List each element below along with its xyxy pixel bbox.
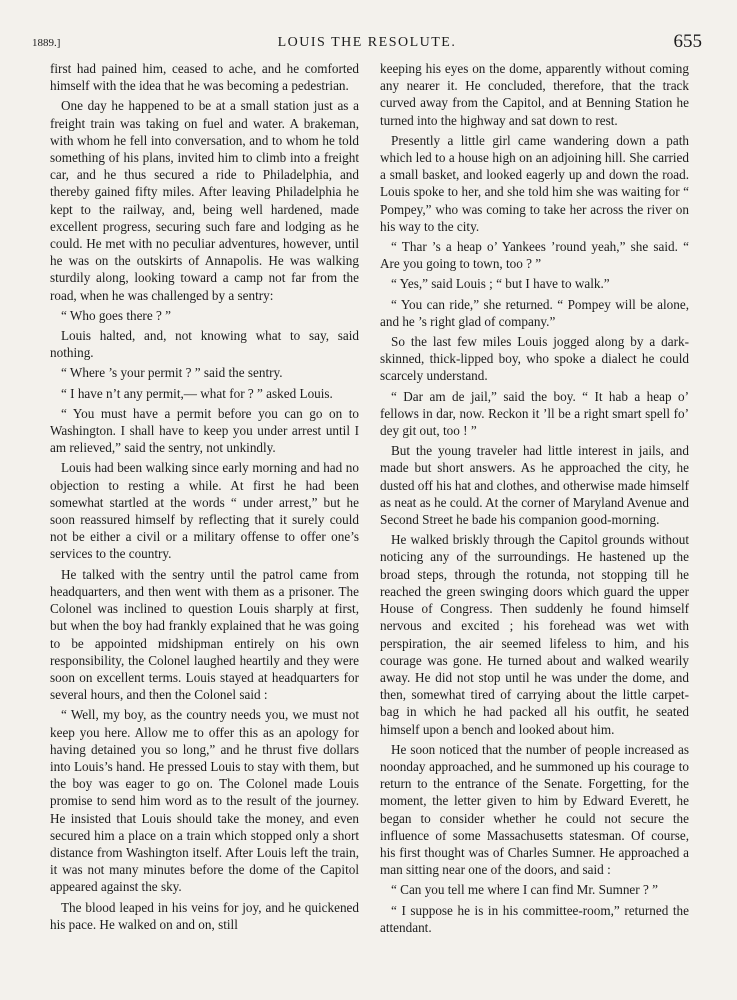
paragraph: “ I suppose he is in his committee-room,” returned the attendant. [380,902,689,935]
paragraph: So the last few miles Louis jogged along by a dark-skinned, thick-lipped boy, who spoke a dialect he could scarcely understand. [380,334,689,384]
paragraph: “ You must have a permit before you can go on to Washington. I shall have to keep you under arrest until I am relieved,” said the sentry, not unkindly. [50,405,359,456]
paragraph: He talked with the sentry until the patrol came from headquarters, and then went with them as a prisoner. The Colonel was inclined to question Louis sharply at first, but when the boy had frankly explained that he was going to be appointed midshipman entirely on his own responsibility, the Colonel laughed heartily and they were soon on excellent terms. Louis stayed at headquarters for several hours, and then the Colonel said : [50,566,359,703]
paragraph: Presently a little girl came wandering down a path which led to a house high on an adjoining hill. She carried a small basket, and looked eagerly up and down the road. Louis spoke to her, and she told him she was waiting for “ Pompey,” who was coming to take her across the river on his way to the city. [380,132,689,234]
paragraph: “ I have n’t any permit,— what for ? ” asked Louis. [61,385,333,401]
paragraph: Louis halted, and, not knowing what to say, said nothing. [50,328,359,361]
header-year: 1889.] [32,37,61,49]
paragraph: “ Yes,” said Louis ; “ but I have to walk.” [391,276,610,292]
paragraph: “ Thar ’s a heap o’ Yankees ’round yeah,” she said. “ Are you going to town, too ? ” [380,239,689,272]
page-number: 655 [673,31,702,52]
paragraph: keeping his eyes on the dome, apparently without coming any nearer it. He concluded, therefore, that the track curved away from the Capitol, and at Benning Station he turned into the highway and sat down to rest. [380,61,689,128]
paragraph: “ Where ’s your permit ? ” said the sentry. [61,365,283,381]
header-title: LOUIS THE RESOLUTE. [277,35,457,50]
paragraph: But the young traveler had little interest in jails, and made but short answers. As he approached the city, he dusted off his hat and clothes, and otherwise made himself as neat as he could. At the corner of Maryland Avenue and Second Street he bade his companion good-morning. [380,443,689,528]
paragraph: Louis had been walking since early morning and had no objection to resting a while. At first he had been somewhat startled at the words “ under arrest,” but he soon reassured himself by reflecting that it surely could not be either a civil or a military offense to offer one’s services to the country. [50,460,359,562]
paragraph: “ Can you tell me where I can find Mr. Sumner ? ” [391,882,658,898]
paragraph: He walked briskly through the Capitol grounds without noticing any of the surroundings. He hastened up the broad steps, through the rotunda, not stopping till he reached the green swinging doors which guard the upper House of Congress. Then suddenly he found himself nervous and excited ; his forehead was wet with perspiration, the air seemed lifeless to him, and his courage was gone. He turned about and walked wearily away. He did not stop until he was under the dome, and then, somewhat tired of carrying about the little carpet-bag in which he had packed all his outfit, he seated himself upon a bench and looked about him. [380,532,689,737]
left-column [50,60,359,936]
paragraph: One day he happened to be at a small station just as a freight train was taking on fuel and water. A brakeman, with whom he fell into conversation, and to whom he told something of his plans, invited him to climb into a freight car, and he thus secured a ride to Philadelphia, and thereby gained fifty miles. After leaving Philadelphia he kept to the railway, and, being well hardened, made excellent progress, securing such fare and lodging as he could. He met with no peculiar adventures, however, until he was on the outskirts of Annapolis. He was walking sturdily along, looking toward a camp not far from the road, when he was challenged by a sentry: [50,98,359,303]
paragraph: “ You can ride,” she returned. “ Pompey will be alone, and he ’s right glad of company.” [380,296,689,329]
paragraph: “ Who goes there ? ” [61,307,171,323]
paragraph: The blood leaped in his veins for joy, and he quickened his pace. He walked on and on, still [50,899,359,932]
paragraph: “ Well, my boy, as the country needs you, we must not keep you here. Allow me to offer this as an apology for having detained you so long,” and he thrust five dollars into Louis’s hand. He pressed Louis to stay with them, but the boy was eager to go on. The Colonel made Louis promise to send him word as to the result of the journey. He insisted that Louis should take the money, and even secured him a place on a train which stopped only a short distance from Washington itself. After Louis left the train, it was not many minutes before the dome of the Capitol appeared against the sky. [50,707,359,895]
paragraph: first had pained him, ceased to ache, and he comforted himself with the idea that he was becoming a pedestrian. [50,61,359,94]
paragraph: He soon noticed that the number of people increased as noonday approached, and he summoned up his courage to return to the entrance of the Senate. Forgetting, for the moment, the letter given to him by Edward Everett, he began to consider whether he could not secure the influence of some Massachusetts statesman. Of course, his first thought was of Charles Sumner. He approached a man sitting near one of the doors, and said : [380,741,689,878]
right-column [380,60,689,939]
paragraph: “ Dar am de jail,” said the boy. “ It hab a heap o’ fellows in dar, now. Reckon it ’ll be a right smart spell fo’ dey git out, too ! ” [380,388,689,439]
running-header [32,33,702,55]
